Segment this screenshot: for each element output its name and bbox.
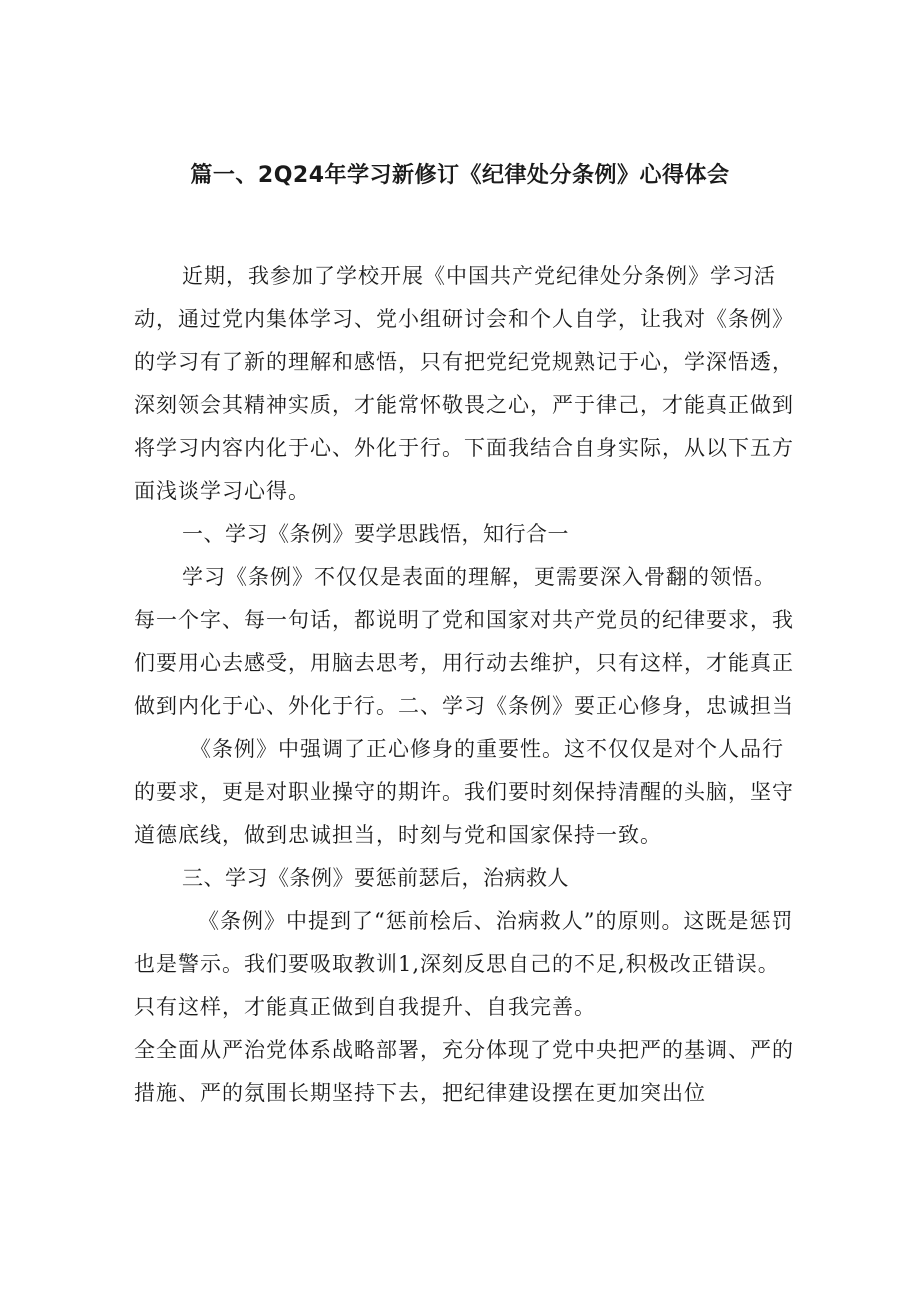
document-title: 篇一、2Q24年学习新修订《纪律处分条例》心得体会	[190, 163, 730, 188]
intro-paragraph: 近期，我参加了学校开展《中国共产党纪律处分条例》学习活动，通过党内集体学习、党小组研讨会和个人自学，让我对《条例》的学习有了新的理解和感悟，只有把党纪党规熟记于心，学深悟透，深刻领会其精神实质，才能常怀敬畏之心，严于律己，才能真正做到将学习内容内化于心、外化于行。下面我结合自身实际，从以下五方面浅谈学习心得。	[134, 264, 794, 503]
section-3-paragraph: 《条例》中提到了“惩前桧后、治病救人”的原则。这既是惩罚也是警示。我们要吸取教训1,深刻反思自己的不足,积极改正错误。只有这样，才能真正做到自我提升、自我完善。	[134, 909, 794, 1019]
section-2-paragraph: 《条例》中强调了正心修身的重要性。这不仅仅是对个人品行的要求，更是对职业操守的期许。我们要时刻保持清醒的头脑，坚守道德底线，做到忠诚担当，时刻与党和国家保持一致。	[134, 737, 794, 847]
section-1-paragraph: 学习《条例》不仅仅是表面的理解，更需要深入骨翻的领悟。每一个字、每一句话，都说明了党和国家对共产党员的纪律要求，我们要用心去感受，用脑去思考，用行动去维护，只有这样，才能真正做到内化于心、外化于行。二、学习《条例》要正心修身，忠诚担当	[134, 565, 794, 718]
section-heading-1: 一、学习《条例》要学思践悟，知行合一	[182, 522, 569, 546]
section-heading-3: 三、学习《条例》要惩前瑟后，治病救人	[182, 866, 569, 890]
continuation-paragraph: 全全面从严治党体系战略部署，充分体现了党中央把严的基调、严的措施、严的氛围长期坚持下去，把纪律建设摆在更加突出位	[134, 1038, 794, 1105]
document-body	[134, 255, 794, 1115]
